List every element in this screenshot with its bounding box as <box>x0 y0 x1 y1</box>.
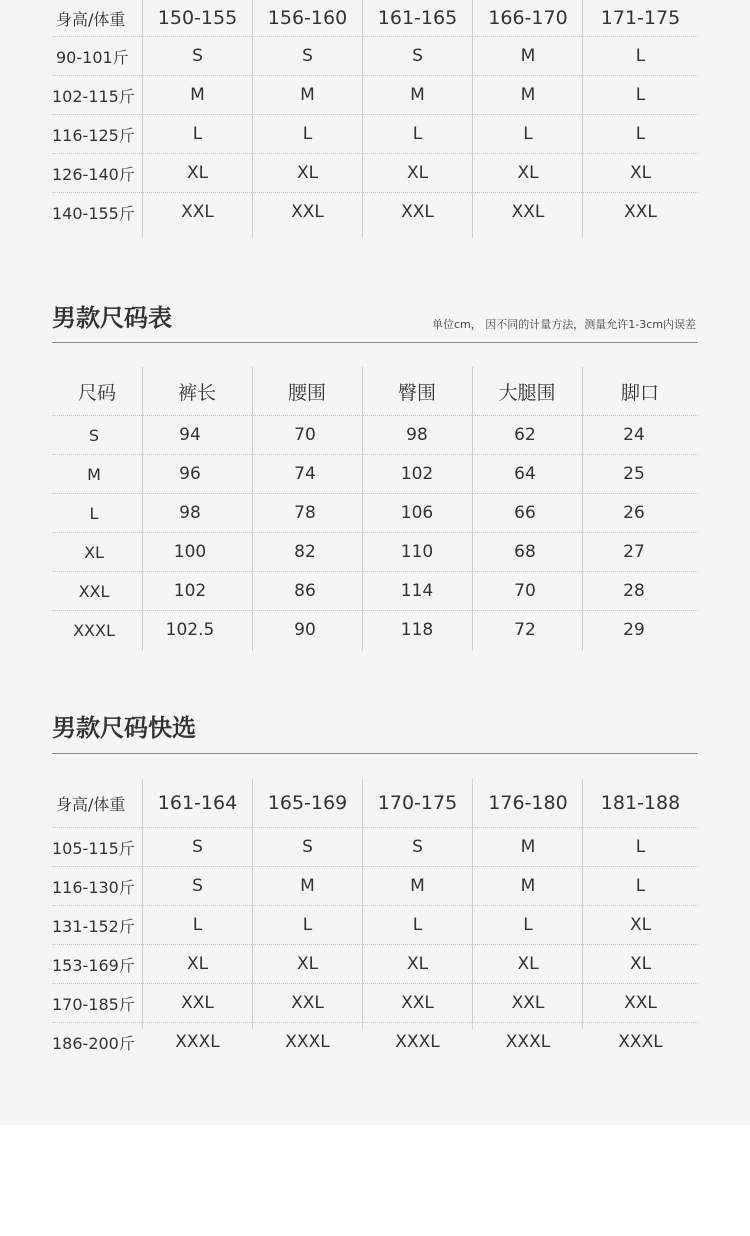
table-row <box>52 533 698 572</box>
column-divider <box>142 0 143 238</box>
row-label: 102-115斤 <box>52 86 135 106</box>
row-label: 90-101斤 <box>56 47 129 67</box>
header-cell: 181-188 <box>600 792 681 814</box>
column-divider <box>362 367 363 651</box>
table-cell: L <box>635 46 646 66</box>
header-cell: 身高/体重 <box>56 9 126 29</box>
table-cell: 102.5 <box>165 620 215 640</box>
table-cell: 82 <box>294 542 316 562</box>
table-cell: XL <box>629 915 652 935</box>
table-cell: XXL <box>291 993 324 1013</box>
table-row <box>52 572 698 611</box>
row-label: 140-155斤 <box>52 203 135 223</box>
column-divider <box>252 779 253 1029</box>
table-cell: M <box>300 876 315 896</box>
table-cell: 98 <box>179 503 201 523</box>
table-cell: XXXL <box>175 1032 220 1052</box>
table-cell: L <box>635 876 646 896</box>
column-divider <box>582 0 583 238</box>
table-cell: S <box>192 46 203 66</box>
column-divider <box>472 367 473 651</box>
table-cell: 24 <box>623 425 645 445</box>
table-row <box>52 828 698 867</box>
table-cell: XL <box>296 163 319 183</box>
table-row <box>52 945 698 984</box>
table-cell: XL <box>186 954 209 974</box>
table-row <box>52 1023 698 1061</box>
table-cell: M <box>520 85 536 105</box>
table-cell: 28 <box>623 581 645 601</box>
table-cell: 118 <box>400 620 434 640</box>
table-row <box>52 115 698 154</box>
header-cell: 身高/体重 <box>56 794 126 814</box>
table-cell: XXL <box>181 202 214 222</box>
table-cell: 62 <box>514 425 536 445</box>
table-cell: 70 <box>514 581 536 601</box>
table-row <box>52 906 698 945</box>
table-cell: S <box>192 837 203 857</box>
section-title: 男款尺码快选 <box>52 714 196 742</box>
table-cell: L <box>412 915 423 935</box>
table-cell: XXL <box>181 993 214 1013</box>
table-cell: XL <box>629 163 652 183</box>
table-cell: M <box>410 876 425 896</box>
header-cell: 165-169 <box>267 792 348 814</box>
table-cell: 72 <box>514 620 536 640</box>
table-cell: L <box>192 124 203 144</box>
header-cell: 161-164 <box>157 792 238 814</box>
table-cell: 96 <box>179 464 201 484</box>
table-cell: XL <box>406 163 429 183</box>
table-cell: L <box>412 124 423 144</box>
header-cell: 171-175 <box>600 7 681 29</box>
table-cell: 102 <box>173 581 207 601</box>
table-cell: 106 <box>400 503 434 523</box>
row-label: 126-140斤 <box>52 164 135 184</box>
table-row <box>52 984 698 1023</box>
table-cell: XL <box>517 954 539 974</box>
row-label: 186-200斤 <box>52 1033 135 1053</box>
table-cell: S <box>302 837 313 857</box>
table-cell: M <box>520 46 536 66</box>
table-row <box>52 154 698 193</box>
table-row <box>52 867 698 906</box>
row-label: L <box>89 503 99 523</box>
table-cell: M <box>190 85 205 105</box>
header-cell: 156-160 <box>267 7 348 29</box>
column-divider <box>362 0 363 238</box>
table-cell: XL <box>186 163 209 183</box>
table-cell: S <box>192 876 203 896</box>
measurement-note: 单位cm， 因不同的计量方法，测量允许1-3cm内误差 <box>432 318 696 331</box>
table-cell: S <box>412 46 423 66</box>
table-cell: XXXL <box>285 1032 330 1052</box>
header-cell: 脚口 <box>620 381 659 404</box>
table-cell: 70 <box>294 425 316 445</box>
table-cell: XXL <box>511 993 545 1013</box>
table-cell: 74 <box>294 464 316 484</box>
column-divider <box>582 367 583 651</box>
table-header-row <box>52 367 698 416</box>
header-cell: 176-180 <box>488 792 568 814</box>
header-cell: 腰围 <box>287 381 326 404</box>
table-cell: 100 <box>173 542 207 562</box>
row-label: 153-169斤 <box>52 955 135 975</box>
table-cell: XXXL <box>395 1032 440 1052</box>
size-table-top <box>52 0 698 231</box>
table-cell: L <box>302 915 313 935</box>
table-cell: L <box>523 915 533 935</box>
row-label: M <box>87 464 101 484</box>
table-cell: M <box>410 85 425 105</box>
table-cell: XL <box>629 954 652 974</box>
table-cell: XL <box>296 954 319 974</box>
table-cell: XL <box>406 954 429 974</box>
row-label: 116-125斤 <box>52 125 135 145</box>
table-cell: XXXL <box>505 1032 551 1052</box>
row-label: XL <box>84 542 104 562</box>
table-cell: L <box>635 85 646 105</box>
column-divider <box>582 779 583 1029</box>
column-divider <box>472 779 473 1029</box>
table-cell: XXL <box>511 202 545 222</box>
row-label: XXXL <box>73 620 115 640</box>
table-cell: 86 <box>294 581 316 601</box>
table-cell: 90 <box>294 620 316 640</box>
table-cell: 27 <box>623 542 645 562</box>
row-label: S <box>88 425 100 445</box>
table-cell: S <box>302 46 313 66</box>
table-cell: 66 <box>514 503 536 523</box>
table-cell: L <box>635 124 646 144</box>
header-cell: 裤长 <box>177 381 216 404</box>
table-cell: L <box>192 915 203 935</box>
section-divider <box>52 342 698 343</box>
row-label: XXL <box>78 581 110 601</box>
table-row <box>52 611 698 649</box>
table-row <box>52 494 698 533</box>
header-cell: 臀围 <box>397 381 436 404</box>
table-cell: 25 <box>623 464 645 484</box>
table-row <box>52 76 698 115</box>
table-cell: L <box>635 837 646 857</box>
row-label: 131-152斤 <box>52 916 135 936</box>
column-divider <box>142 779 143 1029</box>
table-row <box>52 37 698 76</box>
table-cell: M <box>300 85 315 105</box>
header-cell: 尺码 <box>77 381 116 404</box>
table-cell: M <box>520 876 536 896</box>
row-label: 170-185斤 <box>52 994 135 1014</box>
header-cell: 166-170 <box>488 7 568 29</box>
section-title: 男款尺码表 <box>52 304 172 332</box>
table-cell: 110 <box>400 542 434 562</box>
header-cell: 大腿围 <box>498 381 556 404</box>
column-divider <box>252 367 253 651</box>
table-cell: XXL <box>624 993 657 1013</box>
table-cell: L <box>523 124 533 144</box>
header-cell: 170-175 <box>377 792 458 814</box>
size-measurement-table <box>52 367 698 649</box>
table-cell: M <box>520 837 536 857</box>
table-cell: 29 <box>623 620 645 640</box>
table-cell: 64 <box>514 464 536 484</box>
section-divider <box>52 753 698 754</box>
column-divider <box>252 0 253 238</box>
table-cell: XXL <box>401 202 434 222</box>
table-cell: XXXL <box>618 1032 663 1052</box>
table-cell: XXL <box>624 202 657 222</box>
table-cell: 78 <box>294 503 316 523</box>
row-label: 116-130斤 <box>52 877 135 897</box>
table-row <box>52 416 698 455</box>
table-cell: 114 <box>400 581 434 601</box>
size-quick-select-table <box>52 779 698 1061</box>
table-row <box>52 193 698 231</box>
table-cell: XXL <box>401 993 434 1013</box>
table-cell: XL <box>517 163 539 183</box>
table-cell: 94 <box>179 425 201 445</box>
header-cell: 150-155 <box>157 7 238 29</box>
column-divider <box>472 0 473 238</box>
table-header-row <box>52 779 698 828</box>
column-divider <box>142 367 143 651</box>
table-cell: 68 <box>514 542 536 562</box>
table-cell: 26 <box>623 503 645 523</box>
table-cell: S <box>412 837 423 857</box>
table-header-row <box>52 0 698 37</box>
table-cell: XXL <box>291 202 324 222</box>
row-label: 105-115斤 <box>52 838 135 858</box>
table-row <box>52 455 698 494</box>
table-cell: 98 <box>406 425 428 445</box>
table-cell: L <box>302 124 313 144</box>
table-cell: 102 <box>400 464 434 484</box>
column-divider <box>362 779 363 1029</box>
header-cell: 161-165 <box>377 7 458 29</box>
